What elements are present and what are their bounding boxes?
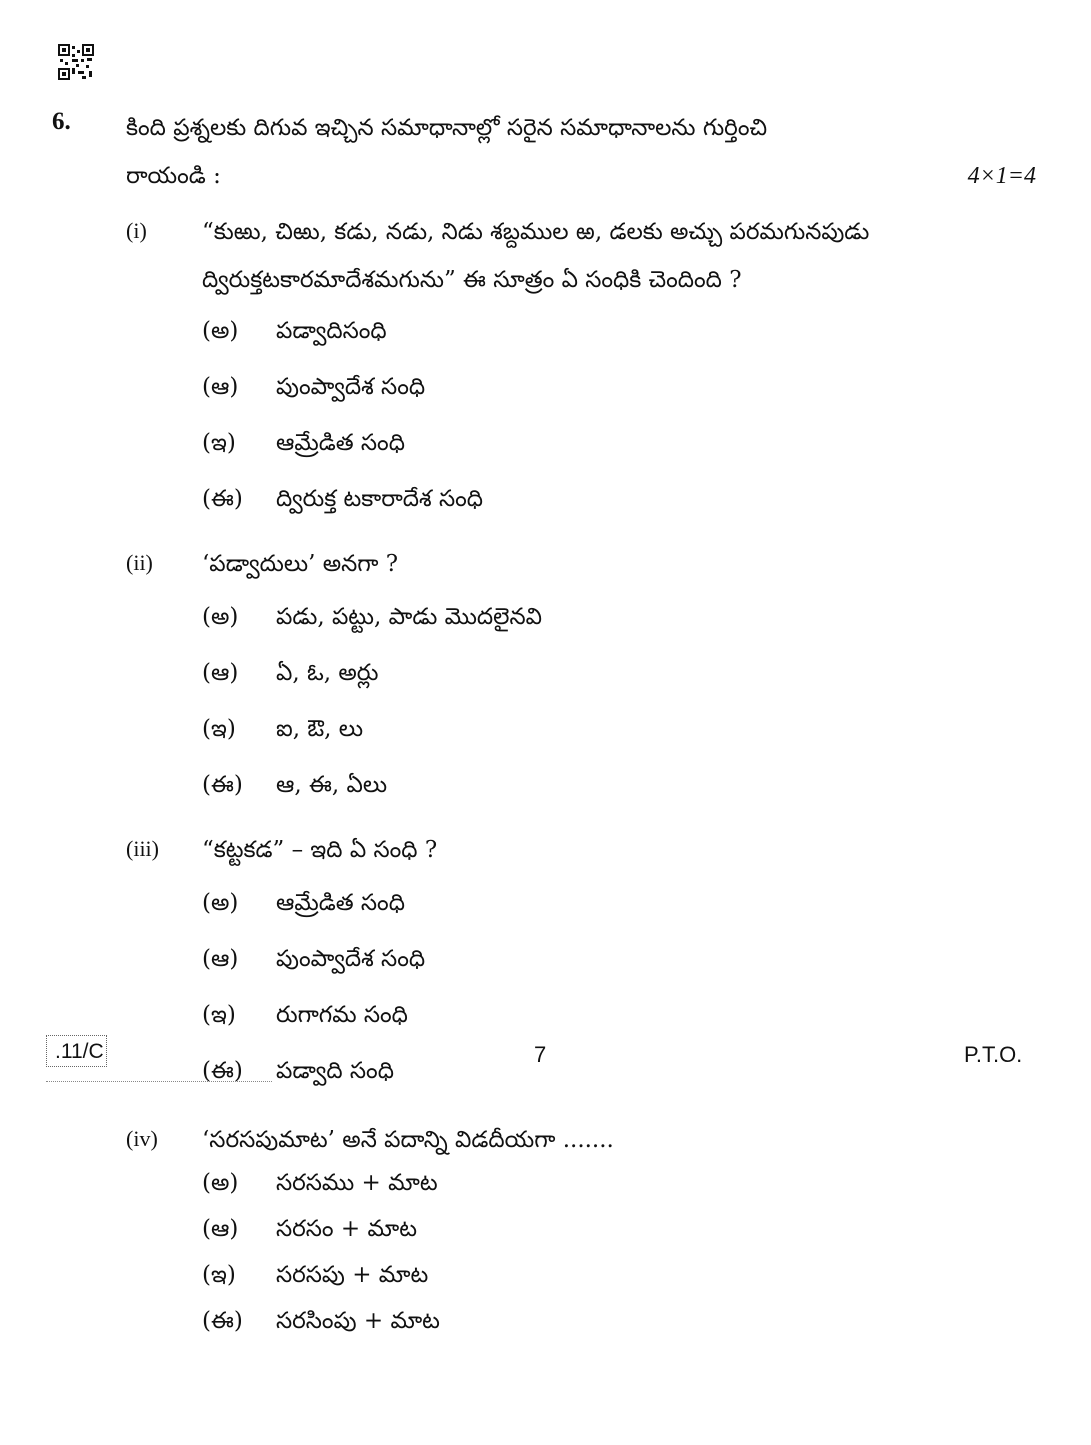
- sub-question-label: (ii): [126, 550, 153, 575]
- option-label: (ఇ): [202, 430, 236, 456]
- option-label: (అ): [202, 604, 239, 630]
- option-i: [202, 716, 363, 748]
- option-label: (ఇ): [202, 716, 236, 742]
- option-text: ద్విరుక్త టకారాదేశ సంధి: [276, 486, 484, 512]
- option-a: [202, 318, 387, 350]
- option-text: పుంప్వాదేశ సంధి: [276, 946, 426, 972]
- option-text: పడ్వాది సంధి: [276, 1058, 394, 1084]
- option-label: (ఈ): [202, 1308, 243, 1334]
- option-a: [202, 604, 542, 636]
- option-ii: [202, 486, 483, 518]
- sub-question-label: (iii): [126, 836, 159, 861]
- option-text: ఆమ్రేడిత సంధి: [276, 430, 405, 456]
- option-text: ఆమ్రేడిత సంధి: [276, 890, 405, 916]
- option-label: (ఆ): [202, 1216, 239, 1242]
- question-number: 6.: [52, 108, 71, 135]
- option-label: (అ): [202, 890, 239, 916]
- option-label: (ఈ): [202, 486, 243, 512]
- marks-allocation: 4×1=4: [967, 163, 1036, 189]
- option-text: సరసము + మాట: [276, 1170, 438, 1196]
- sub-question-stem: “కట్టకడ” – ఇది ఏ సంధి ?: [202, 837, 438, 863]
- option-aa: [202, 1216, 417, 1248]
- option-ii: [202, 1308, 440, 1340]
- option-a: [202, 1170, 438, 1202]
- option-text: పడ్వాదిసంధి: [276, 318, 387, 344]
- option-text: సరసింపు + మాట: [276, 1308, 440, 1334]
- sub-question-stem: ‘పడ్వాదులు’ అనగా ?: [202, 551, 399, 577]
- qr-code-icon: [58, 44, 94, 80]
- option-text: సరసం + మాట: [276, 1216, 417, 1242]
- option-ii: [202, 772, 387, 804]
- option-label: (అ): [202, 318, 239, 344]
- paper-code: [46, 1035, 107, 1067]
- instruction-line-2: రాయండి :: [126, 163, 221, 189]
- option-aa: [202, 946, 425, 978]
- option-label: (ఆ): [202, 660, 239, 686]
- option-text: ఆ, ఈ, ఏలు: [276, 772, 388, 798]
- option-text: రుగాగమ సంధి: [276, 1002, 408, 1028]
- option-text: పుంప్వాదేశ సంధి: [276, 374, 426, 400]
- please-turn-over: P.T.O.: [964, 1042, 1023, 1067]
- option-label: (ఈ): [202, 1058, 243, 1084]
- option-ii: [202, 1058, 394, 1090]
- sub-question-label: (iv): [126, 1126, 158, 1151]
- option-label: (ఇ): [202, 1262, 236, 1288]
- option-i: [202, 1262, 428, 1294]
- option-aa: [202, 374, 425, 406]
- option-text: ఐ, ఔ, లు: [276, 716, 364, 742]
- paper-code-label: .11/C: [46, 1035, 107, 1067]
- option-text: ఏ, ఓ, అర్లు: [276, 660, 379, 686]
- instruction-line-1: కింది ప్రశ్నలకు దిగువ ఇచ్చిన సమాధానాల్లో సరైన సమాధానాలను గుర్తించి: [126, 115, 768, 141]
- option-label: (ఈ): [202, 772, 243, 798]
- option-text: సరసపు + మాట: [276, 1262, 429, 1288]
- option-text: పడు, పట్టు, పాడు మొదలైనవి: [276, 604, 542, 630]
- option-label: (అ): [202, 1170, 239, 1196]
- sub-question-stem: “కుఱు, చిఱు, కడు, నడు, నిడు శబ్దముల ఱ, డలకు అచ్చు పరమగునపుడు ద్విరుక్తటకారమాదేశమగును” ఈ సూత్రం ఏ సంధికి చెందింది ?: [202, 219, 870, 293]
- dotted-rule: [46, 1081, 272, 1082]
- option-label: (ఇ): [202, 1002, 236, 1028]
- option-aa: [202, 660, 378, 692]
- option-label: (ఆ): [202, 374, 239, 400]
- question-instruction: [126, 104, 1036, 200]
- option-i: [202, 430, 405, 462]
- sub-question-stem: ‘సరసపుమాట’ అనే పదాన్ని విడదీయగా .......: [202, 1127, 614, 1153]
- sub-question-label: (i): [126, 218, 147, 243]
- option-i: [202, 1002, 408, 1034]
- option-label: (ఆ): [202, 946, 239, 972]
- page-number: 7: [534, 1042, 547, 1067]
- option-a: [202, 890, 405, 922]
